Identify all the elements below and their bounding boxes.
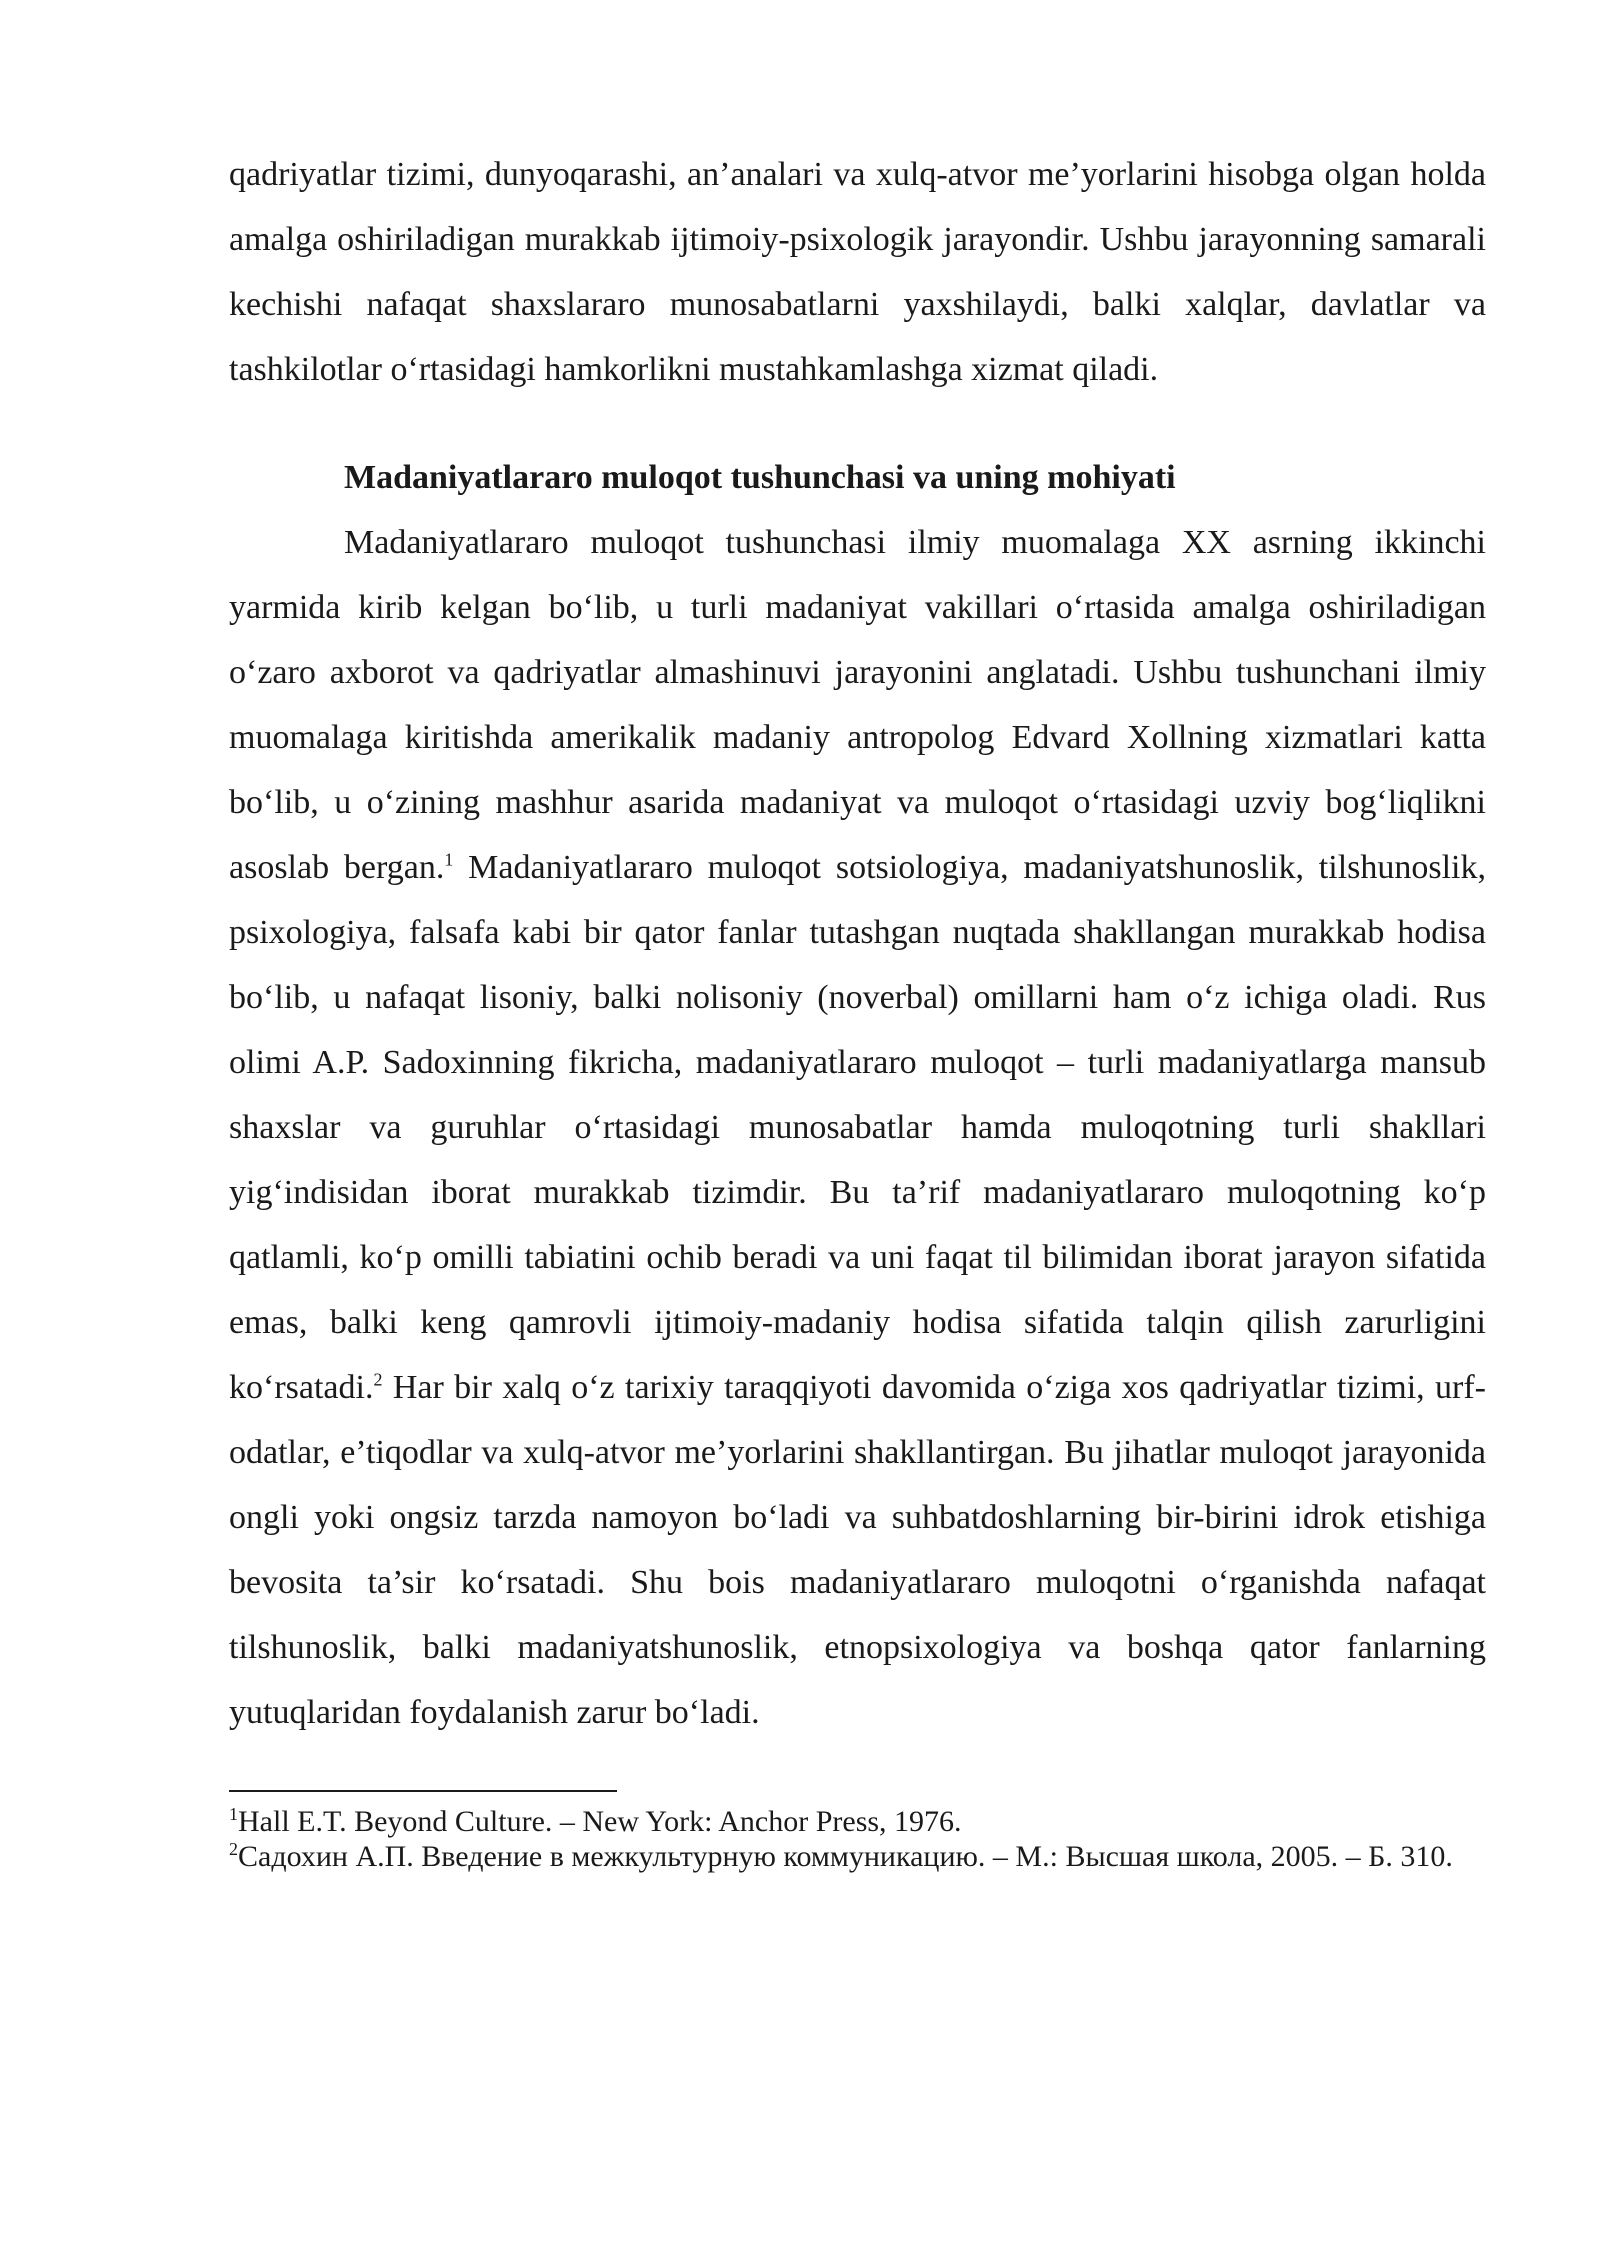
footnote-2 xyxy=(229,1839,1486,1874)
footnote-separator xyxy=(229,1790,617,1792)
footnote-marker-2: 2 xyxy=(229,1839,238,1859)
main-paragraph-part-2: Madaniyatlararo muloqot sotsiologiya, madaniyatshunoslik, tilshunoslik, psixologiya, falsafa kabi bir qator fanlar tutashgan nuqtada shakllangan murakkab hodisa bo‘lib, u nafaqat lisoniy, balki nolisoniy (noverbal) omillarni ham o‘z ichiga oladi. Rus olimi A.P. Sadoxinning fikricha, madaniyatlararo muloqot – turli madaniyatlarga mansub shaxslar va guruhlar o‘rtasidagi munosabatlar hamda muloqotning turli shakllari yig‘indisidan iborat murakkab tizimdir. Bu ta’rif madaniyatlararo muloqotning ko‘p qatlamli, ko‘p omilli tabiatini ochib beradi va uni faqat til bilimidan iborat jarayon sifatida emas, balki keng qamrovli ijtimoiy-madaniy hodisa sifatida talqin qilish zarurligini ko‘rsatadi. xyxy=(229,849,1487,1406)
footnote-ref-2[interactable]: 2 xyxy=(373,1369,383,1390)
section-heading: Madaniyatlararo muloqot tushunchasi va uning mohiyati xyxy=(344,459,1176,496)
opening-paragraph: qadriyatlar tizimi, dunyoqarashi, an’analari va xulq-atvor me’yorlarini hisobga olgan holda amalga oshiriladigan murakkab ijtimoiy-psixologik jarayondir. Ushbu jarayonning samarali kechishi nafaqat shaxslararo munosabatlarni yaxshilaydi, balki xalqlar, davlatlar va tashkilotlar o‘rtasidagi hamkorlikni mustahkamlashga xizmat qiladi. xyxy=(229,156,1486,388)
main-paragraph xyxy=(229,510,1486,1745)
main-paragraph-part-3: Har bir xalq o‘z tarixiy taraqqiyoti davomida o‘ziga xos qadriyatlar tizimi, urf-odatlar, e’tiqodlar va xulq-atvor me’yorlarini shakllantirgan. Bu jihatlar muloqot jarayonida ongli yoki ongsiz tarzda namoyon bo‘ladi va suhbatdoshlarning bir-birini idrok etishiga bevosita ta’sir ko‘rsatadi. Shu bois madaniyatlararo muloqotni o‘rganishda nafaqat tilshunoslik, balki madaniyatshunoslik, etnopsixologiya va boshqa qator fanlarning yutuqlaridan foydalanish zarur bo‘ladi. xyxy=(229,1369,1486,1731)
footnote-ref-1[interactable]: 1 xyxy=(444,849,454,870)
footnotes xyxy=(229,1804,1486,1874)
footnote-1 xyxy=(229,1804,1486,1839)
footnote-marker-1: 1 xyxy=(229,1804,238,1824)
main-paragraph-part-1: Madaniyatlararo muloqot tushunchasi ilmiy muomalaga XX asrning ikkinchi yarmida kirib kelgan bo‘lib, u turli madaniyat vakillari o‘rtasida amalga oshiriladigan o‘zaro axborot va qadriyatlar almashinuvi jarayonini anglatadi. Ushbu tushunchani ilmiy muomalaga kiritishda amerikalik madaniy antropolog Edvard Xollning xizmatlari katta bo‘lib, u o‘zining mashhur asarida madaniyat va muloqot o‘rtasidagi uzviy bog‘liqlikni asoslab bergan. xyxy=(229,524,1486,886)
footnote-text-2: Садохин А.П. Введение в межкультурную коммуникацию. – М.: Высшая школа, 2005. – Б. 310. xyxy=(238,1840,1453,1873)
footnote-text-1: Hall E.T. Beyond Culture. – New York: Anchor Press, 1976. xyxy=(238,1805,962,1838)
document-page xyxy=(229,142,1486,1874)
